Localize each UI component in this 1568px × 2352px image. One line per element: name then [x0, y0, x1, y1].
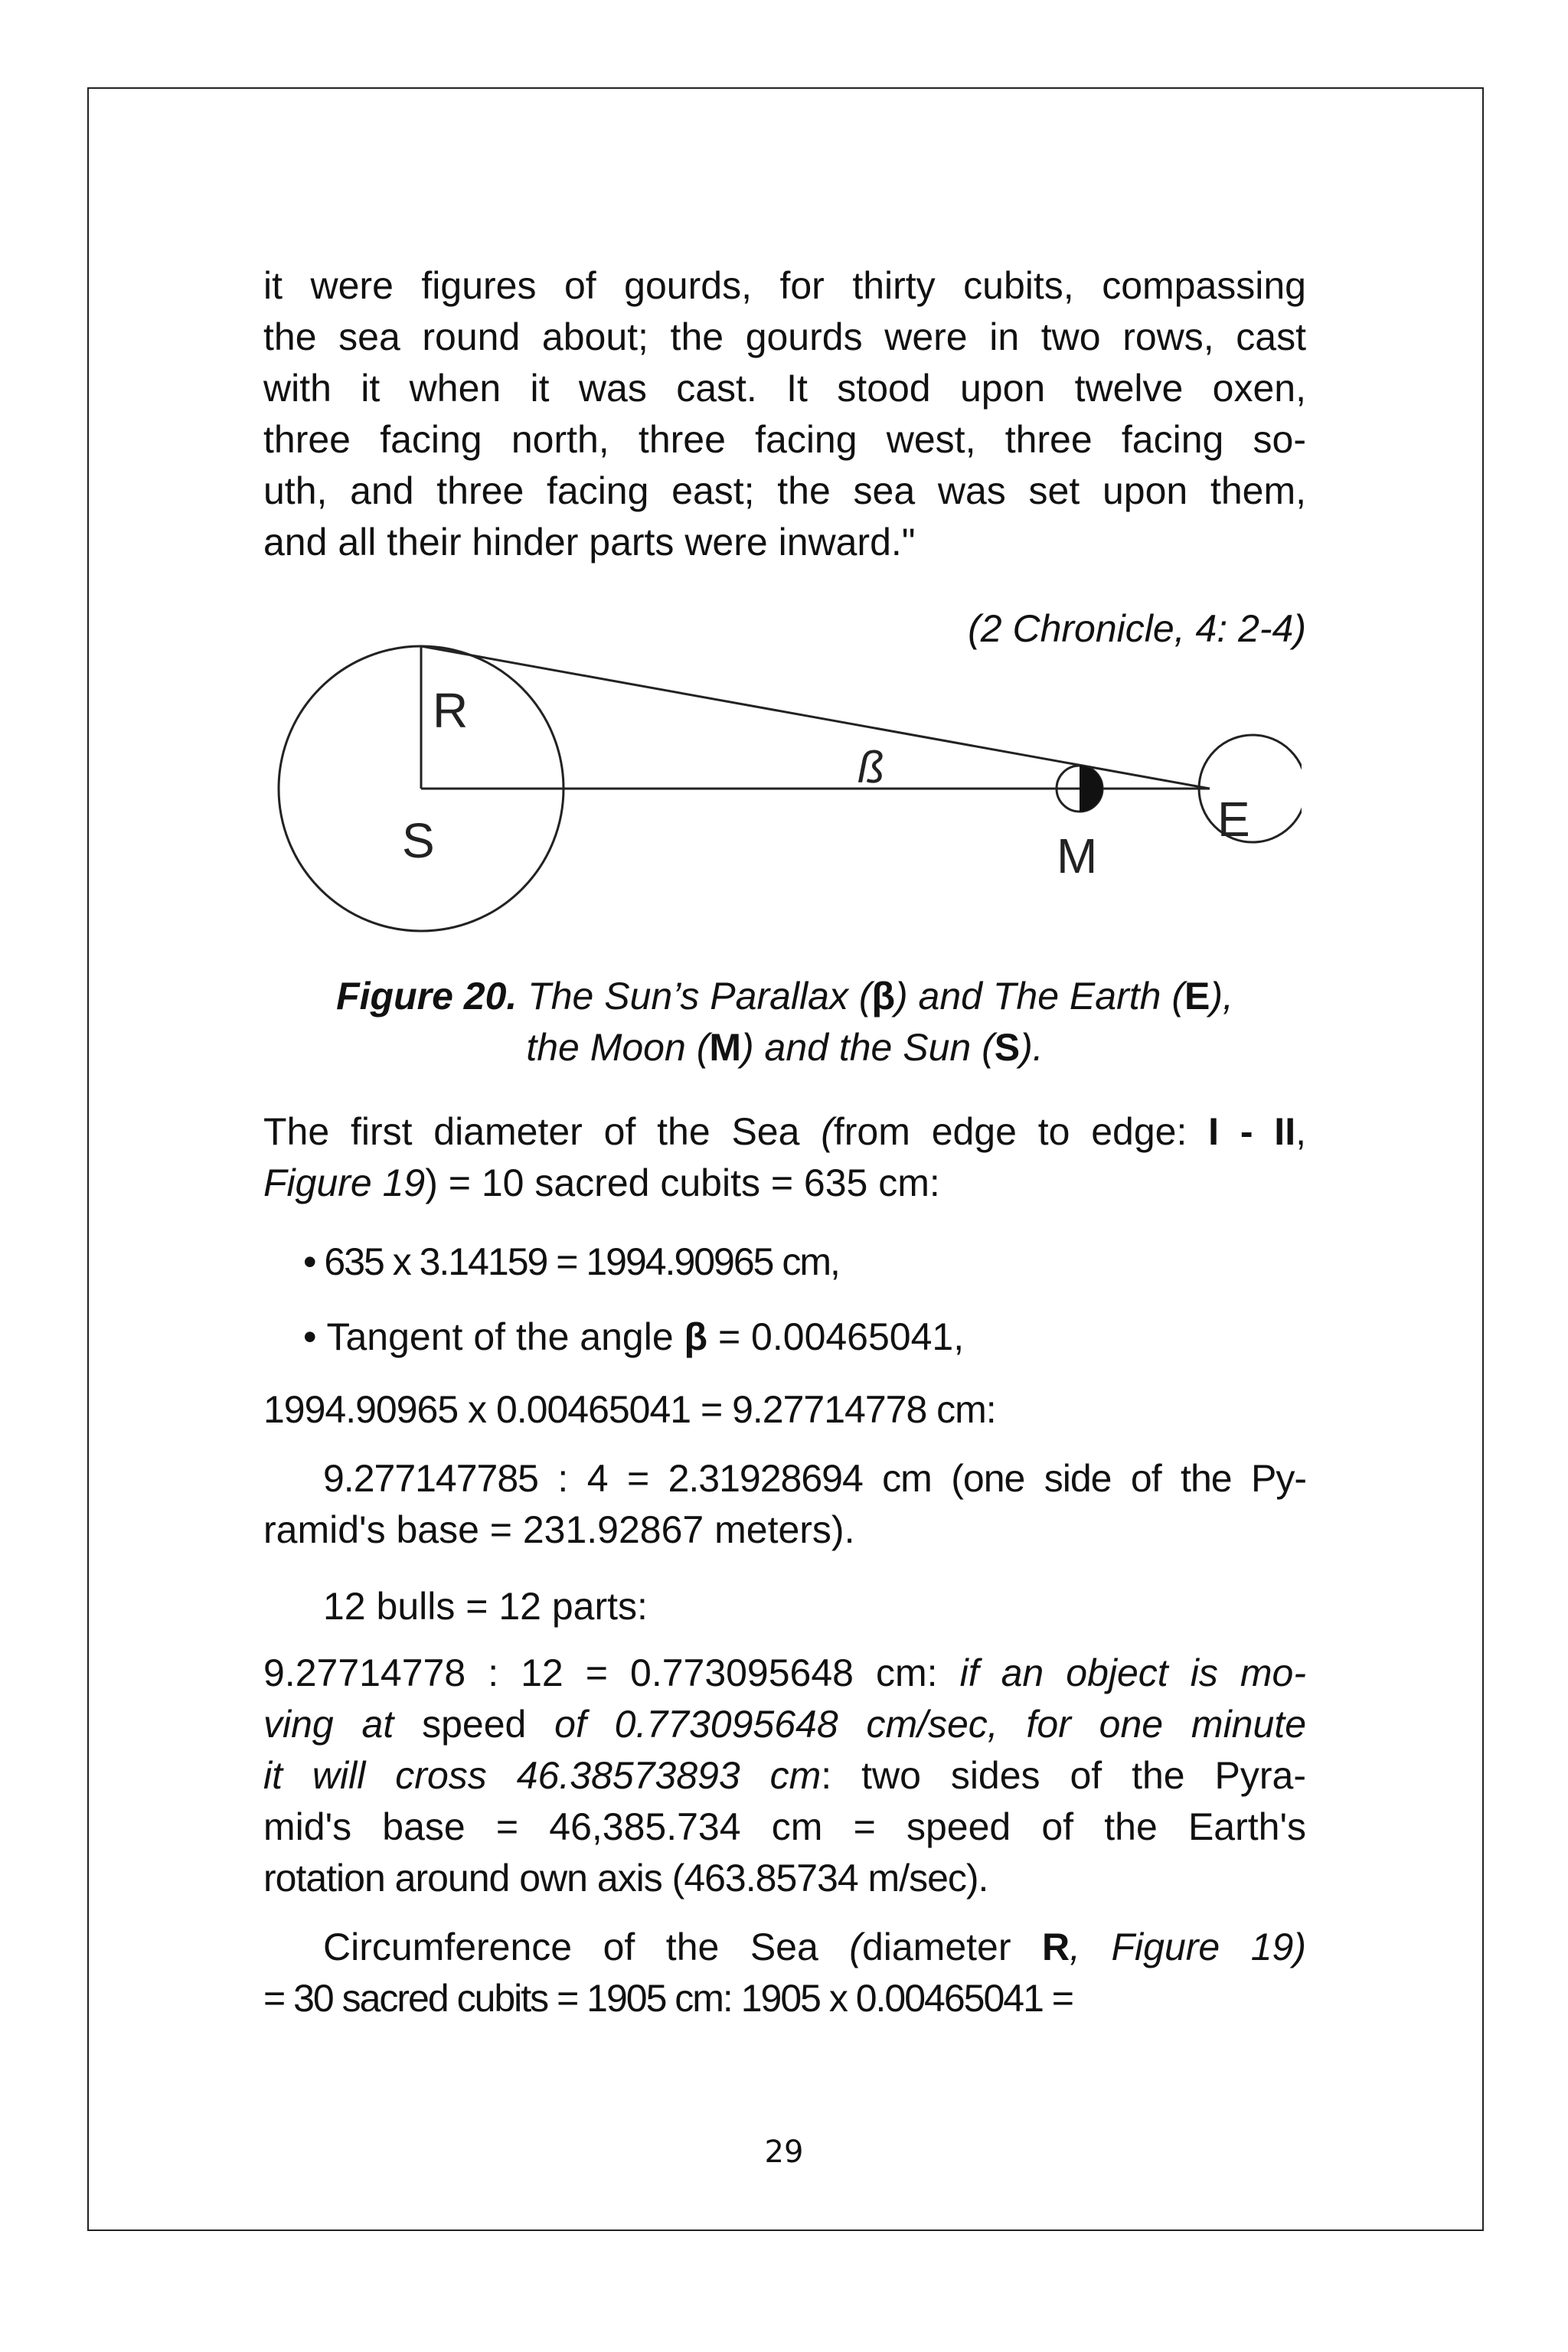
text-run: (: [821, 1110, 834, 1153]
bulls-line: 12 bulls = 12 parts:: [323, 1585, 648, 1628]
caption-text: ) and The Earth (: [895, 975, 1184, 1018]
quote-line-2: the sea round about; the gourds were in two rows, cast: [263, 315, 1306, 358]
text-run: diameter: [861, 1926, 1042, 1968]
earth-circle: [1199, 735, 1302, 842]
text-line: ramid's base = 231.92867 meters).: [263, 1508, 855, 1551]
quote-line-3: with it when it was cast. It stood upon twelve oxen,: [263, 367, 1306, 410]
beta-label: ß: [858, 743, 885, 792]
text-run: if an object is mo-: [959, 1651, 1306, 1694]
diameter-mark: I - II: [1208, 1110, 1296, 1153]
caption-moon: M: [709, 1026, 741, 1069]
text-run: ving at: [263, 1703, 423, 1746]
pyramid-base-paragraph: [263, 1453, 1306, 1556]
figure-reference: , Figure 19): [1070, 1926, 1306, 1968]
quote-line-4: three facing north, three facing west, three facing so-: [263, 418, 1306, 461]
caption-text: ).: [1020, 1026, 1044, 1069]
text-run: = 0.00465041,: [707, 1315, 965, 1358]
bullet-tangent: [303, 1312, 964, 1363]
caption-text: The Sun’s Parallax (: [517, 975, 872, 1018]
page-number: 29: [764, 2135, 804, 2170]
beta-symbol: β: [684, 1315, 708, 1358]
text-run: ,: [1295, 1110, 1306, 1153]
text-run: speed: [422, 1703, 555, 1746]
caption-earth: E: [1184, 975, 1210, 1018]
text-run: 9.27714778 : 12 = 0.773095648 cm:: [263, 1651, 960, 1694]
moon-dark-half: [1080, 766, 1102, 812]
caption-sun: S: [994, 1026, 1021, 1069]
text-run: ) = 10 sacred cubits = 635 cm:: [425, 1161, 940, 1204]
quote-paragraph: [263, 260, 1306, 568]
circumference-paragraph: [263, 1922, 1306, 2024]
text-line: rotation around own axis (463.85734 m/sec).: [263, 1857, 988, 1900]
quote-line-1: it were figures of gourds, for thirty cubits, compassing: [263, 264, 1306, 307]
text-run: it will cross 46.38573893 cm: [263, 1754, 822, 1797]
text-run: : two sides of the Pyra-: [821, 1754, 1307, 1797]
caption-text: ) and the Sun (: [741, 1026, 995, 1069]
earth-label: E: [1217, 792, 1250, 847]
figure-reference: Figure 19: [263, 1161, 426, 1204]
text-run: (: [849, 1926, 862, 1968]
quote-line-6: and all their hinder parts were inward.": [263, 521, 916, 564]
radius-label: R: [433, 683, 469, 738]
radius-mark: R: [1042, 1926, 1070, 1968]
caption-text: the Moon (: [526, 1026, 710, 1069]
calc-line: 1994.90965 x 0.00465041 = 9.27714778 cm:: [263, 1388, 996, 1431]
bullet-circumference: • 635 x 3.14159 = 1994.90965 cm,: [303, 1240, 839, 1283]
text-run: • Tangent of the angle: [303, 1315, 684, 1358]
citation: (2 Chronicle, 4: 2-4): [968, 607, 1306, 650]
sun-label: S: [402, 813, 435, 868]
text-line: = 30 sacred cubits = 1905 cm: 1905 x 0.00465041 =: [263, 1977, 1073, 2020]
tangent-line: [421, 646, 1210, 789]
quote-line-5: uth, and three facing east; the sea was set upon them,: [263, 469, 1306, 512]
text-run: The first diameter of the Sea: [263, 1110, 822, 1153]
text-run: from edge to edge:: [833, 1110, 1209, 1153]
parallax-diagram: [276, 635, 1302, 957]
figure-caption: [263, 971, 1306, 1073]
caption-text: ),: [1210, 975, 1233, 1018]
diameter-paragraph: [263, 1106, 1306, 1209]
caption-beta: β: [871, 975, 896, 1018]
text-run: of 0.773095648 cm/sec, for one minute: [554, 1703, 1307, 1746]
text-run: Circumference of the Sea: [323, 1926, 850, 1968]
text-line: 9.277147785 : 4 = 2.31928694 cm (one side of the Py-: [323, 1457, 1306, 1500]
speed-paragraph: [263, 1648, 1306, 1904]
figure-number: Figure 20.: [336, 975, 518, 1018]
moon-label: M: [1057, 828, 1098, 884]
text-line: mid's base = 46,385.734 cm = speed of the Earth's: [263, 1805, 1306, 1848]
